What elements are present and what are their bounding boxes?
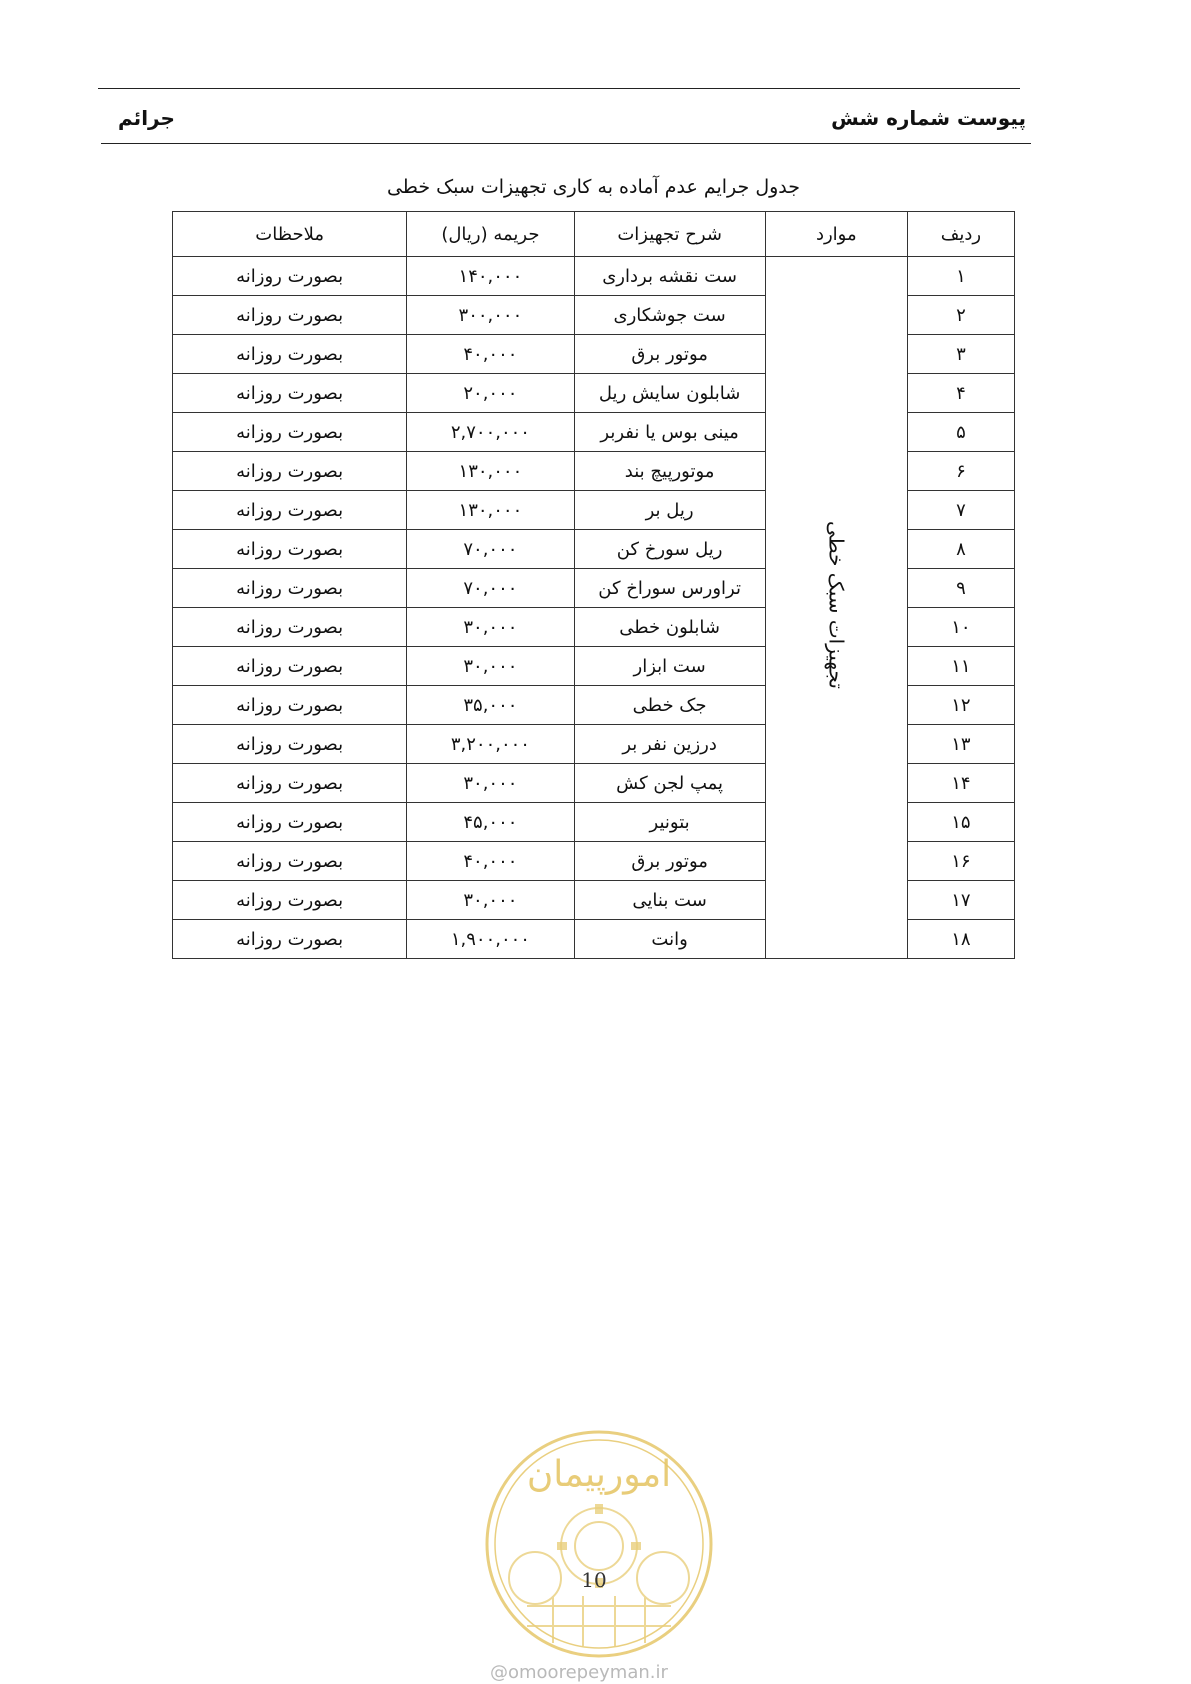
column-header-row-number: ردیف [907,212,1014,257]
fine-cell: ۱,۹۰۰,۰۰۰ [407,920,574,959]
fine-cell: ۳۰,۰۰۰ [407,764,574,803]
notes-cell: بصورت روزانه [173,569,407,608]
row-number-cell: ۱۷ [907,881,1014,920]
notes-cell: بصورت روزانه [173,686,407,725]
table-row [173,257,1015,296]
equipment-cell: ست نقشه برداری [574,257,765,296]
column-header-notes: ملاحظات [173,212,407,257]
equipment-cell: شابلون خطی [574,608,765,647]
notes-cell: بصورت روزانه [173,725,407,764]
row-number-cell: ۲ [907,296,1014,335]
column-header-fine: جریمه (ریال) [407,212,574,257]
row-number-cell: ۷ [907,491,1014,530]
notes-cell: بصورت روزانه [173,920,407,959]
row-number-cell: ۴ [907,374,1014,413]
fine-cell: ۳۰۰,۰۰۰ [407,296,574,335]
stamp-text: امورپیمان [526,1454,672,1495]
section-title: جرائم [118,106,175,130]
row-number-cell: ۱۳ [907,725,1014,764]
equipment-cell: موتور برق [574,335,765,374]
fine-cell: ۳۰,۰۰۰ [407,608,574,647]
table-body [173,257,1015,959]
fine-cell: ۱۳۰,۰۰۰ [407,452,574,491]
fine-cell: ۳۵,۰۰۰ [407,686,574,725]
table-caption: جدول جرایم عدم آماده به کاری تجهیزات سبک خطی [386,176,801,198]
table-header-row [173,212,1015,257]
fines-table [172,211,1015,959]
row-number-cell: ۱۰ [907,608,1014,647]
notes-cell: بصورت روزانه [173,842,407,881]
row-number-cell: ۱۴ [907,764,1014,803]
equipment-cell: پمپ لجن کش [574,764,765,803]
omoor-peyman-stamp-logo [483,1428,715,1660]
fine-cell: ۲,۷۰۰,۰۰۰ [407,413,574,452]
fine-cell: ۱۴۰,۰۰۰ [407,257,574,296]
fine-cell: ۴۰,۰۰۰ [407,842,574,881]
equipment-cell: وانت [574,920,765,959]
row-number-cell: ۱۲ [907,686,1014,725]
notes-cell: بصورت روزانه [173,530,407,569]
row-number-cell: ۱۵ [907,803,1014,842]
row-number-cell: ۳ [907,335,1014,374]
equipment-cell: موتور برق [574,842,765,881]
equipment-cell: بتونیر [574,803,765,842]
notes-cell: بصورت روزانه [173,452,407,491]
row-number-cell: ۹ [907,569,1014,608]
equipment-cell: جک خطی [574,686,765,725]
row-number-cell: ۵ [907,413,1014,452]
fine-cell: ۳۰,۰۰۰ [407,881,574,920]
category-cell [765,257,907,959]
notes-cell: بصورت روزانه [173,374,407,413]
notes-cell: بصورت روزانه [173,881,407,920]
fine-cell: ۳,۲۰۰,۰۰۰ [407,725,574,764]
equipment-cell: مینی بوس یا نفربر [574,413,765,452]
notes-cell: بصورت روزانه [173,413,407,452]
equipment-cell: ست بنایی [574,881,765,920]
row-number-cell: ۶ [907,452,1014,491]
equipment-cell: ریل بر [574,491,765,530]
fine-cell: ۲۰,۰۰۰ [407,374,574,413]
column-header-category: موارد [765,212,907,257]
category-label: تجهیزات سبک خطی [824,521,849,689]
row-number-cell: ۱۱ [907,647,1014,686]
equipment-cell: ست ابزار [574,647,765,686]
row-number-cell: ۱ [907,257,1014,296]
notes-cell: بصورت روزانه [173,608,407,647]
equipment-cell: موتورپیچ بند [574,452,765,491]
page-number: 10 [581,1568,607,1592]
column-header-equipment: شرح تجهیزات [574,212,765,257]
fine-cell: ۷۰,۰۰۰ [407,569,574,608]
notes-cell: بصورت روزانه [173,257,407,296]
notes-cell: بصورت روزانه [173,647,407,686]
equipment-cell: شابلون سایش ریل [574,374,765,413]
row-number-cell: ۱۶ [907,842,1014,881]
row-number-cell: ۱۸ [907,920,1014,959]
equipment-cell: درزین نفر بر [574,725,765,764]
header-bottom-rule [101,143,1031,144]
fine-cell: ۴۰,۰۰۰ [407,335,574,374]
fine-cell: ۳۰,۰۰۰ [407,647,574,686]
fine-cell: ۴۵,۰۰۰ [407,803,574,842]
notes-cell: بصورت روزانه [173,803,407,842]
notes-cell: بصورت روزانه [173,491,407,530]
notes-cell: بصورت روزانه [173,764,407,803]
watermark-url: @omoorepeyman.ir [490,1662,668,1683]
equipment-cell: ریل سورخ کن [574,530,765,569]
row-number-cell: ۸ [907,530,1014,569]
fine-cell: ۱۳۰,۰۰۰ [407,491,574,530]
equipment-cell: ست جوشکاری [574,296,765,335]
notes-cell: بصورت روزانه [173,335,407,374]
equipment-cell: تراورس سوراخ کن [574,569,765,608]
header-top-rule [98,88,1020,89]
notes-cell: بصورت روزانه [173,296,407,335]
appendix-title: پیوست شماره شش [831,106,1026,130]
fine-cell: ۷۰,۰۰۰ [407,530,574,569]
